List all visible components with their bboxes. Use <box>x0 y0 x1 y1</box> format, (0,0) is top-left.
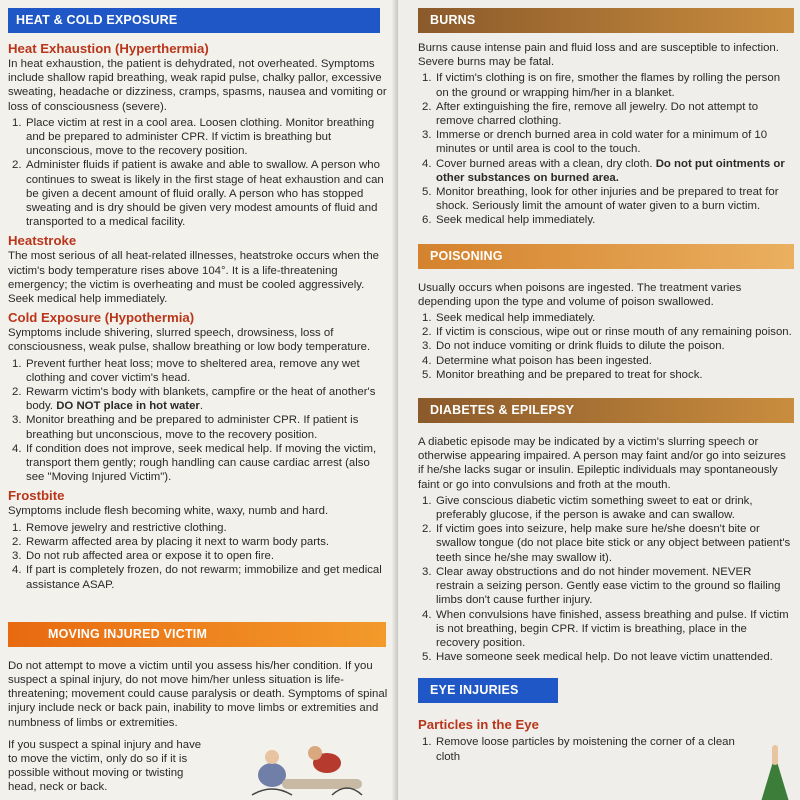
list-item: 3. Clear away obstructions and do not hinder movement. NEVER restrain a seizing person. Gently ease victim to the ground so flailing limbs don't cause further injury. <box>422 565 781 607</box>
list-item: 4. Cover burned areas with a clean, dry cloth. Do not put ointments or other substances on burned area. <box>422 157 785 184</box>
list-item: 2. Rewarm victim's body with blankets, campfire or the heat of another's body. DO NOT place in hot water. <box>12 386 376 413</box>
moving-injured-text2: If you suspect a spinal injury and have to move the victim, only do so if it is possible without moving or twisting head, neck or back. <box>8 738 202 794</box>
poisoning-list <box>418 311 792 382</box>
burns-list <box>418 71 792 227</box>
particles-heading: Particles in the Eye <box>418 717 539 733</box>
list-item: 1. Remove loose particles by moistening the corner of a clean cloth <box>422 736 735 763</box>
cold-exposure-intro: Symptoms include shivering, slurred speech, drowsiness, loss of consciousness, weak pulse, shallow breathing or low body temperature. <box>8 327 371 354</box>
burns-intro: Burns cause intense pain and fluid loss and are susceptible to infection. Severe burns may be fatal. <box>418 42 779 69</box>
list-item: 1. Seek medical help immediately. <box>422 312 596 325</box>
heatstroke-heading: Heatstroke <box>8 233 77 249</box>
heat-exhaustion-list <box>8 116 388 230</box>
frostbite-heading: Frostbite <box>8 488 65 504</box>
frostbite-intro: Symptoms include flesh becoming white, waxy, numb and hard. <box>8 505 329 518</box>
list-item: 3. Do not rub affected area or expose it to open fire. <box>12 550 275 563</box>
left-page <box>0 0 398 800</box>
diabetes-epilepsy-banner: DIABETES & EPILEPSY <box>418 398 794 423</box>
burns-banner: BURNS <box>418 8 794 33</box>
list-item: 6. Seek medical help immediately. <box>422 214 596 227</box>
list-item: 5. Monitor breathing, look for other injuries and be prepared to treat for shock. Seriously limit the amount of water given to a burn victim. <box>422 186 779 213</box>
list-item: 3. Do not induce vomiting or drink fluids to dilute the poison. <box>422 340 725 353</box>
list-item: 1. Place victim at rest in a cool area. Loosen clothing. Monitor breathing and be prepared to administer CPR. If victim is breathing but unconscious, move to the recovery position. <box>12 116 375 158</box>
list-item: 2. Rewarm affected area by placing it next to warm body parts. <box>12 535 330 548</box>
cold-exposure-list <box>8 357 388 485</box>
heat-cold-banner: HEAT & COLD EXPOSURE <box>8 8 380 33</box>
frostbite-list <box>8 521 388 592</box>
eye-injury-illustration-icon <box>750 735 800 800</box>
diabetes-intro: A diabetic episode may be indicated by a victim's slurring speech or otherwise appearing impaired. A person may faint and/or go into seizures if he/she lacks sugar or insulin. Epileptic individuals may spontaneously faint or go into convulsions and froth at the mouth. <box>418 436 786 491</box>
list-item: 4. If condition does not improve, seek medical help. If moving the victim, transport them gently; rough handling can cause cardiac arrest (also see "Moving Injured Victim"). <box>12 442 377 484</box>
list-item: 2. If victim is conscious, wipe out or rinse mouth of any remaining poison. <box>422 326 792 339</box>
list-item: 4. When convulsions have finished, assess breathing and pulse. If victim is not breathing, begin CPR. If victim is breathing, place in the recovery position. <box>422 608 789 649</box>
particles-list <box>418 735 792 763</box>
heat-exhaustion-intro: In heat exhaustion, the patient is dehydrated, not overheated. Symptoms include shallow rapid breathing, weak rapid pulse, chalky pallor, excessive sweating, headache or dizziness, cramps, spasms, nausea and vomiting or loss of consciousness (severe). <box>8 58 387 113</box>
list-item: 2. After extinguishing the fire, remove all jewelry. Do not attempt to remove charred clothing. <box>422 100 759 128</box>
right-page <box>398 0 800 800</box>
list-item: 2. Administer fluids if patient is awake and able to swallow. A person who continues to sweat is likely in the first stage of heat exhaustion and can be given a decent amount of fluid orally. A person who has stopped sweating and is dry should be given very modest amounts of fluid and transported to a medical facility. <box>12 159 384 229</box>
moving-victim-illustration-icon <box>232 735 382 800</box>
list-item: 4. If part is completely frozen, do not rewarm; immobilize and get medical assistance ASAP. <box>12 564 382 591</box>
list-item: 1. Prevent further heat loss; move to sheltered area, remove any wet clothing and cover victim's head. <box>12 357 360 384</box>
heatstroke-text: The most serious of all heat-related illnesses, heatstroke occurs when the victim's body temperature rises above 104°. It is a life-threatening emergency; the victim is overheating and must be cooled aggressively. Seek medical help immediately. <box>8 250 380 306</box>
list-item: 1. Remove jewelry and restrictive clothing. <box>12 521 227 534</box>
heat-exhaustion-heading: Heat Exhaustion (Hyperthermia) <box>8 41 209 56</box>
eye-injuries-banner: EYE INJURIES <box>418 678 558 703</box>
list-item: 3. Monitor breathing and be prepared to administer CPR. If patient is breathing but unconscious, move to the recovery position. <box>12 414 359 441</box>
list-item: 1. Give conscious diabetic victim something sweet to eat or drink, preferably glucose, if the person is awake and can swallow. <box>422 494 753 522</box>
cold-exposure-heading: Cold Exposure (Hypothermia) <box>8 310 195 326</box>
moving-injured-banner: MOVING INJURED VICTIM <box>8 622 386 647</box>
list-item: 3. Immerse or drench burned area in cold water for a minimum of 10 minutes or until area is cool to the touch. <box>422 129 768 156</box>
diabetes-list <box>418 494 792 664</box>
list-item: 1. If victim's clothing is on fire, smother the flames by rolling the person on the ground or wrapping him/her in a blanket. <box>422 72 781 99</box>
moving-injured-text: Do not attempt to move a victim until you assess his/her condition. If you suspect a spinal injury, do not move him/her unless situation is life-threatening; movement could cause paralysis or death. Symptoms of spinal injury include neck or back pain, inability to move limbs or extremities and numbness of limbs or extremities. <box>8 659 388 729</box>
list-item: 5. Have someone seek medical help. Do not leave victim unattended. <box>422 651 773 664</box>
list-item: 2. If victim goes into seizure, help make sure he/she doesn't bite or swallow tongue (do not place bite stick or any object between patient's teeth since he/she may swallow it). <box>422 523 791 564</box>
list-item: 5. Monitor breathing and be prepared to treat for shock. <box>422 368 703 381</box>
poisoning-intro: Usually occurs when poisons are ingested. The treatment varies depending upon the type and volume of poison swallowed. <box>418 281 742 308</box>
list-item: 4. Determine what poison has been ingested. <box>422 354 652 367</box>
poisoning-banner: POISONING <box>418 244 794 269</box>
